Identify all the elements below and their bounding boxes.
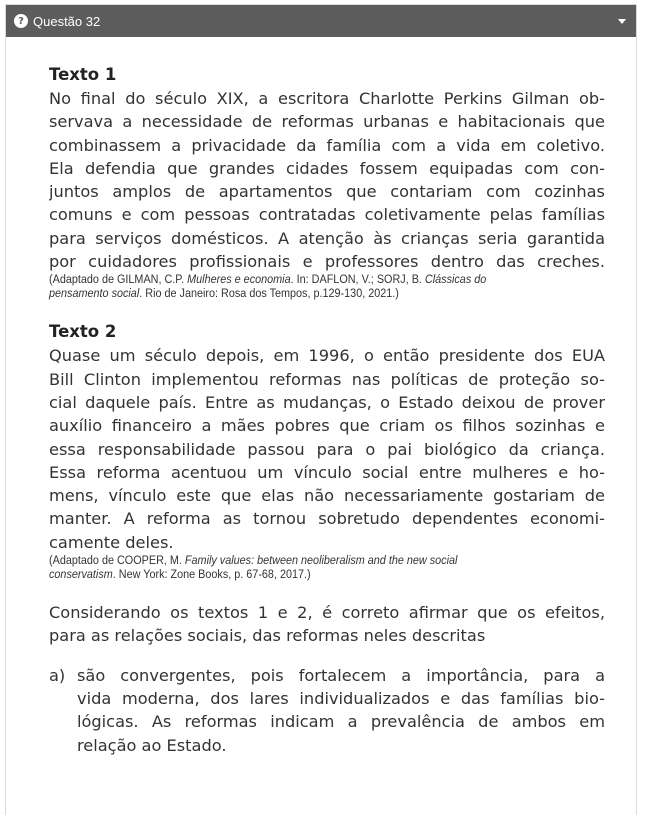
source-text: . Rio de Janeiro: Rosa dos Tempos, p.129-130, 2021.) [139, 285, 399, 300]
texto2-body [49, 344, 605, 554]
option-line: lógicas. As reformas indicam a prevalência de ambos em [77, 712, 605, 732]
text-line: essa responsabilidade passou para o pai biológico da criança. [49, 439, 605, 459]
option-letter: a) [49, 665, 66, 685]
option-line: são convergentes, pois fortalecem a importância, para a [77, 665, 605, 685]
texto1-body [49, 87, 605, 273]
text-line: camente deles. [49, 532, 174, 552]
text-line: Essa reforma acentuou um vínculo social entre mulheres e ho- [49, 462, 605, 482]
question-header[interactable] [6, 5, 636, 37]
text-line: cial daquele país. Entre as mudanças, o Estado deixou de prover [49, 392, 605, 412]
text-line: No final do século XIX, a escritora Charlotte Perkins Gilman ob- [49, 89, 605, 108]
option-line: relação ao Estado. [77, 735, 227, 755]
text-line: mens, vínculo este que elas não necessariamente gostariam de [49, 486, 605, 506]
text-line: servava a necessidade de reformas urbanas e habitacionais que [49, 112, 605, 132]
source-text: (Adaptado de COOPER, M. [49, 553, 185, 568]
text-line: juntos amplos de apartamentos que contariam com cozinhas [49, 182, 605, 202]
source-text: (Adaptado de GILMAN, C.P. [49, 272, 188, 287]
text-line: por cuidadores profissionais e professores dentro das creches. [49, 252, 605, 272]
texto2-source [49, 554, 605, 581]
option-text [77, 664, 605, 757]
text-line: Quase um século depois, em 1996, o então presidente dos EUA [49, 346, 605, 366]
text-line: Ela defendia que grandes cidades fossem equipadas com con- [49, 158, 605, 178]
question-line: para as relações sociais, das reformas neles descritas [49, 626, 486, 646]
source-text: . New York: Zone Books, p. 67-68, 2017.) [112, 566, 311, 581]
option-a[interactable] [49, 664, 605, 757]
question-circle-icon: ? [14, 14, 28, 28]
texto1-source [49, 273, 605, 300]
caret-down-icon[interactable] [618, 19, 626, 24]
source-title: Mulheres e economia [187, 272, 291, 287]
text-line: Bill Clinton implementou reformas nas políticas de proteção so- [49, 369, 605, 389]
option-line: vida moderna, dos lares individualizados e das famílias bio- [77, 688, 605, 708]
source-title: conservatism [49, 566, 113, 581]
question-statement [49, 601, 605, 648]
texto2-heading: Texto 2 [49, 322, 117, 342]
question-line: Considerando os textos 1 e 2, é correto afirmar que os efeitos, [49, 603, 605, 623]
source-title: Clássicas do [424, 272, 487, 287]
source-title: Family values: between neoliberalism and the new social [184, 553, 458, 568]
text-line: para serviços domésticos. A atenção às crianças seria garantida [49, 228, 605, 248]
question-title: Questão 32 [33, 13, 101, 29]
text-line: auxílio financeiro a mães pobres que criam os filhos sozinhas e [49, 416, 605, 436]
text-line: combinassem a privacidade da família com a vida em coletivo. [49, 135, 605, 155]
question-content [49, 63, 605, 757]
source-title: pensamento social [49, 285, 140, 300]
texto1-heading: Texto 1 [49, 65, 117, 84]
text-line: comuns e com pessoas contratadas coletivamente pelas famílias [49, 205, 605, 225]
source-text: . In: DAFLON, V.; SORJ, B. [290, 272, 425, 287]
text-line: manter. A reforma as tornou sobretudo dependentes economi- [49, 509, 605, 529]
